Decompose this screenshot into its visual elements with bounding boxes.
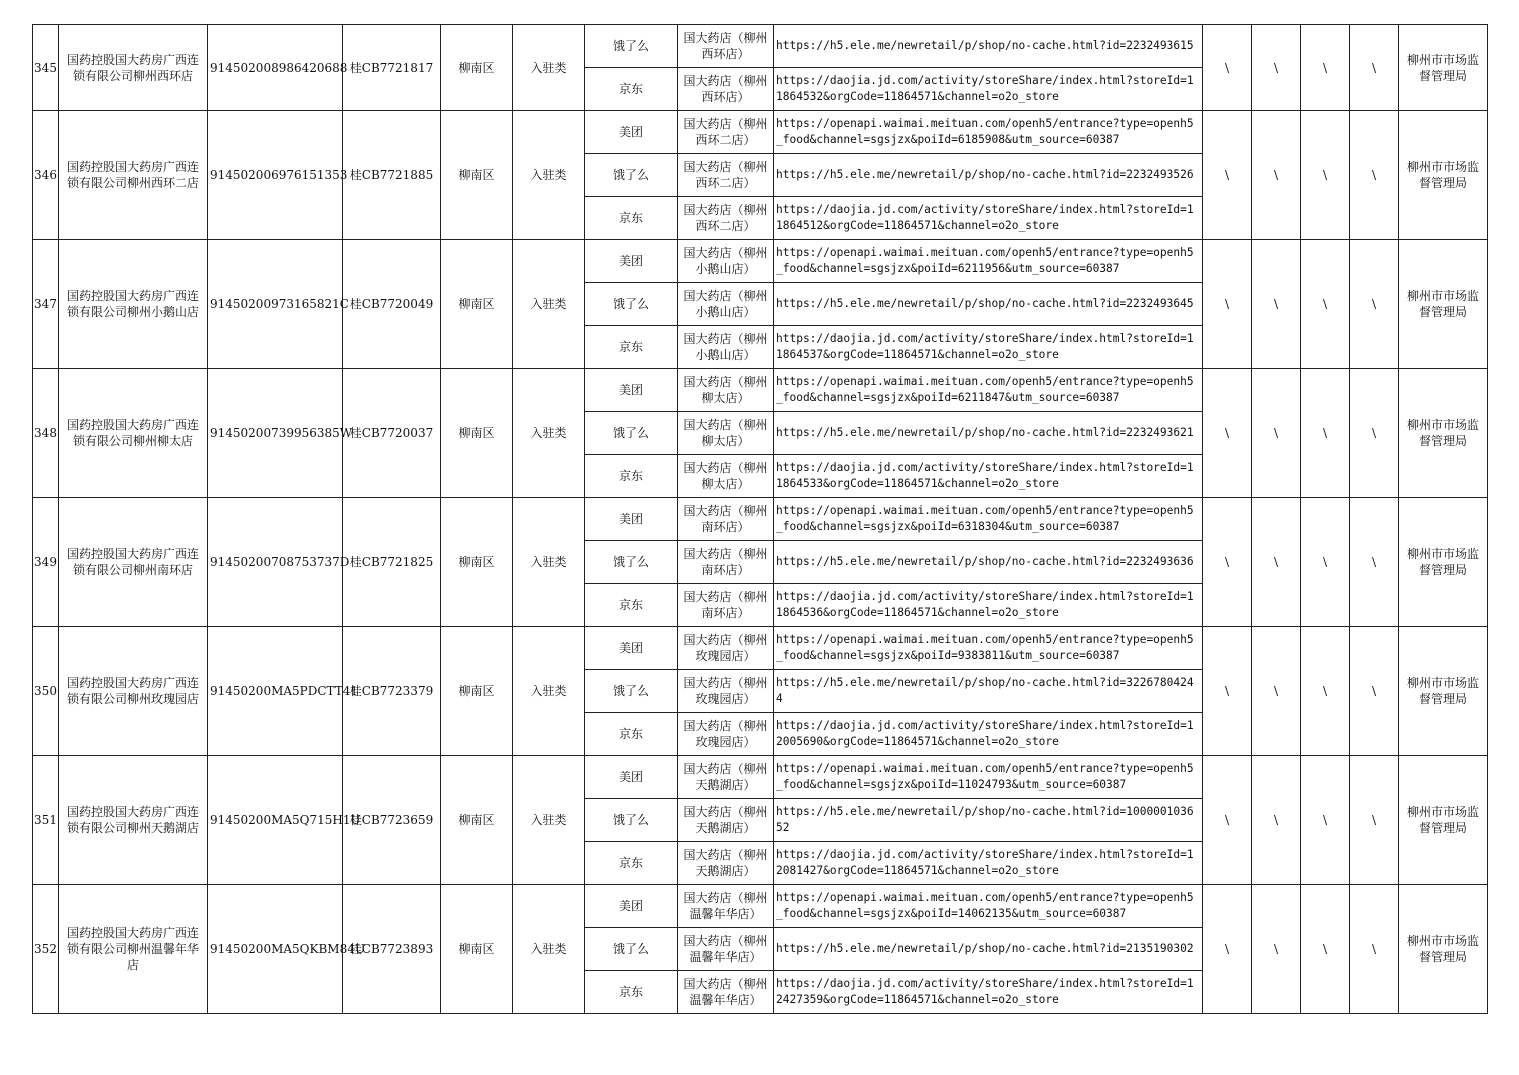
store-url: https://daojia.jd.com/activity/storeShare/index.html?storeId=11864536&orgCode=11864571&channel=o2o_store [774, 584, 1203, 627]
empty-mark: \ [1350, 627, 1399, 756]
empty-mark: \ [1350, 25, 1399, 111]
district: 柳南区 [441, 369, 513, 498]
store-url: https://daojia.jd.com/activity/storeShare/index.html?storeId=12005690&orgCode=11864571&channel=o2o_store [774, 713, 1203, 756]
regulatory-authority: 柳州市市场监督管理局 [1399, 240, 1488, 369]
empty-mark: \ [1252, 111, 1301, 240]
credit-code: 91450200MA5PDCTT41 [208, 627, 343, 756]
store-name: 国大药店（柳州天鹅湖店） [678, 842, 774, 885]
regulatory-authority: 柳州市市场监督管理局 [1399, 25, 1488, 111]
record-number: 350 [33, 627, 59, 756]
store-url: https://daojia.jd.com/activity/storeShare/index.html?storeId=11864533&orgCode=11864571&channel=o2o_store [774, 455, 1203, 498]
platform-name: 美团 [585, 498, 678, 541]
store-url: https://openapi.waimai.meituan.com/openh5/entrance?type=openh5_food&channel=sgsjzx&poiId=14062135&utm_source=60387 [774, 885, 1203, 928]
store-name: 国大药店（柳州南环店） [678, 541, 774, 584]
credit-code: 914502006976151353 [208, 111, 343, 240]
store-name: 国大药店（柳州西环二店） [678, 111, 774, 154]
category: 入驻类 [513, 369, 585, 498]
store-name: 国大药店（柳州天鹅湖店） [678, 799, 774, 842]
platform-name: 饿了么 [585, 25, 678, 68]
platform-name: 京东 [585, 326, 678, 369]
store-name: 国大药店（柳州玫瑰园店） [678, 627, 774, 670]
company-name: 国药控股国大药房广西连锁有限公司柳州西环店 [59, 25, 208, 111]
empty-mark: \ [1252, 369, 1301, 498]
table-row [33, 369, 1488, 412]
empty-mark: \ [1252, 25, 1301, 111]
category: 入驻类 [513, 627, 585, 756]
credit-code: 91450200MA5QKBM84U [208, 885, 343, 1014]
empty-mark: \ [1203, 756, 1252, 885]
platform-name: 饿了么 [585, 283, 678, 326]
district: 柳南区 [441, 885, 513, 1014]
company-name: 国药控股国大药房广西连锁有限公司柳州温馨年华店 [59, 885, 208, 1014]
empty-mark: \ [1203, 498, 1252, 627]
platform-name: 京东 [585, 197, 678, 240]
empty-mark: \ [1252, 627, 1301, 756]
regulatory-authority: 柳州市市场监督管理局 [1399, 756, 1488, 885]
store-url: https://openapi.waimai.meituan.com/openh5/entrance?type=openh5_food&channel=sgsjzx&poiId=6211956&utm_source=60387 [774, 240, 1203, 283]
store-url: https://h5.ele.me/newretail/p/shop/no-cache.html?id=32267804244 [774, 670, 1203, 713]
store-url: https://h5.ele.me/newretail/p/shop/no-cache.html?id=100000103652 [774, 799, 1203, 842]
empty-mark: \ [1203, 627, 1252, 756]
store-url: https://h5.ele.me/newretail/p/shop/no-cache.html?id=2232493526 [774, 154, 1203, 197]
license-number: 桂CB7721885 [343, 111, 441, 240]
company-name: 国药控股国大药房广西连锁有限公司柳州玫瑰园店 [59, 627, 208, 756]
record-number: 347 [33, 240, 59, 369]
district: 柳南区 [441, 498, 513, 627]
regulatory-authority: 柳州市市场监督管理局 [1399, 111, 1488, 240]
empty-mark: \ [1350, 498, 1399, 627]
record-number: 345 [33, 25, 59, 111]
platform-name: 美团 [585, 369, 678, 412]
platform-name: 京东 [585, 455, 678, 498]
platform-name: 京东 [585, 584, 678, 627]
district: 柳南区 [441, 25, 513, 111]
platform-name: 京东 [585, 68, 678, 111]
platform-name: 美团 [585, 111, 678, 154]
platform-name: 饿了么 [585, 799, 678, 842]
platform-name: 京东 [585, 842, 678, 885]
category: 入驻类 [513, 111, 585, 240]
table-row [33, 498, 1488, 541]
category: 入驻类 [513, 498, 585, 627]
store-url: https://daojia.jd.com/activity/storeShare/index.html?storeId=12081427&orgCode=11864571&channel=o2o_store [774, 842, 1203, 885]
license-number: 桂CB7720037 [343, 369, 441, 498]
store-registry-table [32, 24, 1488, 1014]
store-url: https://h5.ele.me/newretail/p/shop/no-cache.html?id=2232493621 [774, 412, 1203, 455]
store-url: https://h5.ele.me/newretail/p/shop/no-cache.html?id=2232493636 [774, 541, 1203, 584]
record-number: 348 [33, 369, 59, 498]
district: 柳南区 [441, 756, 513, 885]
empty-mark: \ [1301, 627, 1350, 756]
license-number: 桂CB7721817 [343, 25, 441, 111]
store-url: https://openapi.waimai.meituan.com/openh5/entrance?type=openh5_food&channel=sgsjzx&poiId=6211847&utm_source=60387 [774, 369, 1203, 412]
empty-mark: \ [1252, 756, 1301, 885]
record-number: 346 [33, 111, 59, 240]
credit-code: 91450200739956385W [208, 369, 343, 498]
regulatory-authority: 柳州市市场监督管理局 [1399, 498, 1488, 627]
empty-mark: \ [1301, 25, 1350, 111]
store-name: 国大药店（柳州西环二店） [678, 154, 774, 197]
store-name: 国大药店（柳州柳太店） [678, 369, 774, 412]
empty-mark: \ [1203, 885, 1252, 1014]
store-url: https://daojia.jd.com/activity/storeShare/index.html?storeId=11864512&orgCode=11864571&channel=o2o_store [774, 197, 1203, 240]
store-name: 国大药店（柳州温馨年华店） [678, 971, 774, 1014]
store-name: 国大药店（柳州温馨年华店） [678, 928, 774, 971]
store-name: 国大药店（柳州玫瑰园店） [678, 713, 774, 756]
store-url: https://daojia.jd.com/activity/storeShare/index.html?storeId=12427359&orgCode=11864571&channel=o2o_store [774, 971, 1203, 1014]
category: 入驻类 [513, 25, 585, 111]
store-name: 国大药店（柳州小鹅山店） [678, 240, 774, 283]
category: 入驻类 [513, 240, 585, 369]
platform-name: 美团 [585, 885, 678, 928]
store-url: https://h5.ele.me/newretail/p/shop/no-cache.html?id=2232493645 [774, 283, 1203, 326]
empty-mark: \ [1350, 111, 1399, 240]
empty-mark: \ [1301, 111, 1350, 240]
table-row [33, 627, 1488, 670]
platform-name: 美团 [585, 627, 678, 670]
empty-mark: \ [1252, 240, 1301, 369]
table-row [33, 25, 1488, 68]
store-name: 国大药店（柳州小鹅山店） [678, 326, 774, 369]
platform-name: 饿了么 [585, 412, 678, 455]
regulatory-authority: 柳州市市场监督管理局 [1399, 627, 1488, 756]
store-url: https://openapi.waimai.meituan.com/openh5/entrance?type=openh5_food&channel=sgsjzx&poiId=6185908&utm_source=60387 [774, 111, 1203, 154]
license-number: 桂CB7723659 [343, 756, 441, 885]
empty-mark: \ [1301, 498, 1350, 627]
store-url: https://daojia.jd.com/activity/storeShare/index.html?storeId=11864537&orgCode=11864571&channel=o2o_store [774, 326, 1203, 369]
company-name: 国药控股国大药房广西连锁有限公司柳州西环二店 [59, 111, 208, 240]
platform-name: 饿了么 [585, 928, 678, 971]
table-row [33, 240, 1488, 283]
empty-mark: \ [1350, 885, 1399, 1014]
license-number: 桂CB7723893 [343, 885, 441, 1014]
company-name: 国药控股国大药房广西连锁有限公司柳州小鹅山店 [59, 240, 208, 369]
platform-name: 饿了么 [585, 541, 678, 584]
district: 柳南区 [441, 627, 513, 756]
credit-code: 91450200973165821C [208, 240, 343, 369]
empty-mark: \ [1203, 25, 1252, 111]
store-name: 国大药店（柳州柳太店） [678, 455, 774, 498]
category: 入驻类 [513, 756, 585, 885]
empty-mark: \ [1301, 240, 1350, 369]
empty-mark: \ [1350, 756, 1399, 885]
store-url: https://openapi.waimai.meituan.com/openh5/entrance?type=openh5_food&channel=sgsjzx&poiId=11024793&utm_source=60387 [774, 756, 1203, 799]
company-name: 国药控股国大药房广西连锁有限公司柳州天鹅湖店 [59, 756, 208, 885]
record-number: 349 [33, 498, 59, 627]
store-url: https://openapi.waimai.meituan.com/openh5/entrance?type=openh5_food&channel=sgsjzx&poiId=6318304&utm_source=60387 [774, 498, 1203, 541]
company-name: 国药控股国大药房广西连锁有限公司柳州柳太店 [59, 369, 208, 498]
store-url: https://h5.ele.me/newretail/p/shop/no-cache.html?id=2232493615 [774, 25, 1203, 68]
record-number: 351 [33, 756, 59, 885]
empty-mark: \ [1203, 240, 1252, 369]
empty-mark: \ [1252, 498, 1301, 627]
license-number: 桂CB7723379 [343, 627, 441, 756]
store-name: 国大药店（柳州温馨年华店） [678, 885, 774, 928]
empty-mark: \ [1301, 756, 1350, 885]
store-name: 国大药店（柳州西环店） [678, 68, 774, 111]
empty-mark: \ [1350, 240, 1399, 369]
credit-code: 91450200MA5Q715H1U [208, 756, 343, 885]
regulatory-authority: 柳州市市场监督管理局 [1399, 885, 1488, 1014]
store-name: 国大药店（柳州南环店） [678, 498, 774, 541]
store-name: 国大药店（柳州小鹅山店） [678, 283, 774, 326]
table-body [33, 25, 1488, 1014]
table-row [33, 111, 1488, 154]
company-name: 国药控股国大药房广西连锁有限公司柳州南环店 [59, 498, 208, 627]
store-name: 国大药店（柳州玫瑰园店） [678, 670, 774, 713]
store-name: 国大药店（柳州天鹅湖店） [678, 756, 774, 799]
platform-name: 京东 [585, 713, 678, 756]
platform-name: 饿了么 [585, 670, 678, 713]
table-row [33, 756, 1488, 799]
empty-mark: \ [1203, 369, 1252, 498]
platform-name: 美团 [585, 240, 678, 283]
license-number: 桂CB7721825 [343, 498, 441, 627]
credit-code: 914502008986420688 [208, 25, 343, 111]
category: 入驻类 [513, 885, 585, 1014]
store-url: https://h5.ele.me/newretail/p/shop/no-cache.html?id=2135190302 [774, 928, 1203, 971]
district: 柳南区 [441, 240, 513, 369]
empty-mark: \ [1301, 369, 1350, 498]
table-row [33, 885, 1488, 928]
empty-mark: \ [1203, 111, 1252, 240]
platform-name: 美团 [585, 756, 678, 799]
empty-mark: \ [1350, 369, 1399, 498]
regulatory-authority: 柳州市市场监督管理局 [1399, 369, 1488, 498]
credit-code: 91450200708753737D [208, 498, 343, 627]
store-name: 国大药店（柳州西环店） [678, 25, 774, 68]
platform-name: 饿了么 [585, 154, 678, 197]
license-number: 桂CB7720049 [343, 240, 441, 369]
store-url: https://daojia.jd.com/activity/storeShare/index.html?storeId=11864532&orgCode=11864571&channel=o2o_store [774, 68, 1203, 111]
district: 柳南区 [441, 111, 513, 240]
store-name: 国大药店（柳州柳太店） [678, 412, 774, 455]
store-name: 国大药店（柳州南环店） [678, 584, 774, 627]
store-name: 国大药店（柳州西环二店） [678, 197, 774, 240]
empty-mark: \ [1301, 885, 1350, 1014]
record-number: 352 [33, 885, 59, 1014]
store-url: https://openapi.waimai.meituan.com/openh5/entrance?type=openh5_food&channel=sgsjzx&poiId=9383811&utm_source=60387 [774, 627, 1203, 670]
platform-name: 京东 [585, 971, 678, 1014]
empty-mark: \ [1252, 885, 1301, 1014]
